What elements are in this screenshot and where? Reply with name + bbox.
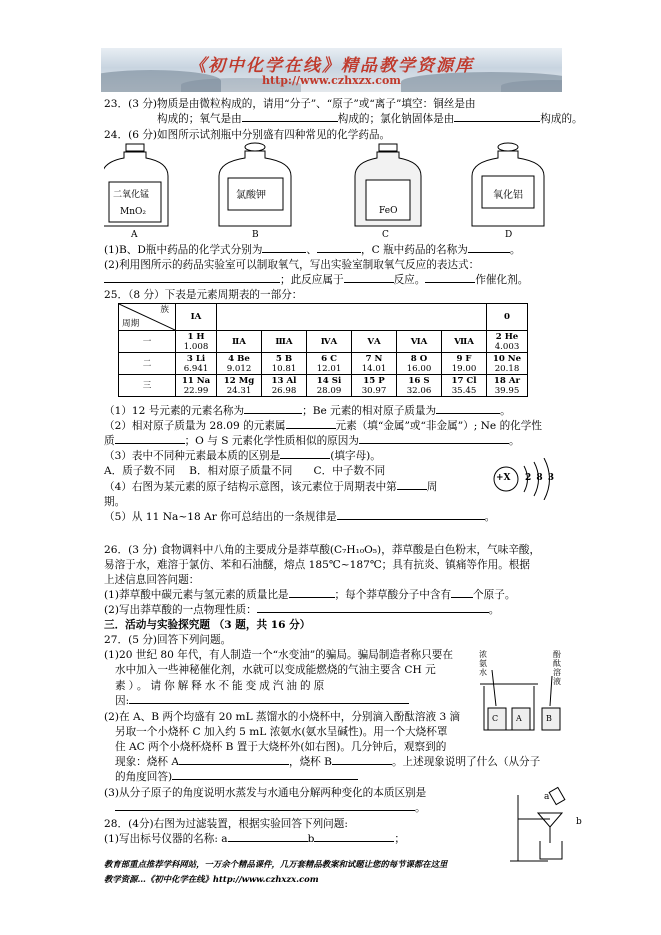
group-via: ⅥA <box>397 331 442 353</box>
bottle-b-label: 氯酸钾 <box>236 190 266 201</box>
q27-blank-b[interactable] <box>332 764 392 765</box>
label-beaker-c: C <box>492 714 499 723</box>
element-cell: 2 He 4.003 <box>487 331 528 353</box>
section3-title: 三．活动与实验探究题 （3 题，共 16 分） <box>104 619 311 631</box>
q24-part1: (1)B、D瓶中药品的化学式分别为 、 ，C 瓶中药品的名称为 。 <box>104 244 521 256</box>
period-label-2: 二 <box>119 353 176 375</box>
q25-blank-reason[interactable] <box>359 443 509 444</box>
q25-s1: （1）12 号元素的元素名称为 ；Be 元素的相对原子质量为 。 <box>104 405 511 417</box>
q25-blank-mass[interactable] <box>436 413 500 414</box>
q26-part1: (1)莽草酸中碳元素与氢元素的质量比是 ；每个莽草酸分子中含有 个原子。 <box>104 589 516 601</box>
header-banner <box>101 48 562 92</box>
footer-line1: 教育部重点推荐学科网站，一万余个精品课件，几万套精品教案和试题让您的每节课都在这里 <box>104 859 448 869</box>
group-iva: ⅣA <box>307 331 352 353</box>
element-cell: 4 Be 9.012 <box>217 353 262 375</box>
q26-line1: 26．(3 分) 食物调料中八角的主要成分是莽草酸(C₇H₁₀O₅)，莽草酸是白色粉末，气味辛酸， <box>104 544 541 556</box>
q25-blank-name[interactable] <box>244 413 302 414</box>
group-header-spacer <box>217 304 487 331</box>
q28-blank-a[interactable] <box>228 841 308 842</box>
atom-shells: 2 8 3 <box>525 473 555 483</box>
element-cell: 16 S 32.06 <box>397 375 442 397</box>
q25-s3: （3）表中不同种元素最本质的区别是 (填字母)。 <box>104 450 381 462</box>
element-cell: 11 Na 22.99 <box>176 375 217 397</box>
q27-title: 27．(5 分)回答下列问题。 <box>104 634 232 646</box>
element-cell: 5 B 10.81 <box>262 353 307 375</box>
q26-line3: 上述信息回答问题： <box>104 574 200 586</box>
table-corner: 族 周期 <box>119 304 176 331</box>
q23-blank-2[interactable] <box>242 121 338 122</box>
q25-s4-cont: 期。 <box>104 496 126 508</box>
q27-line8: 现象：烧杯 A ，烧杯 B 。上述现象说明了什么（从分子 <box>115 756 541 768</box>
bottle-a-formula: MnO₂ <box>120 207 146 217</box>
q27-line11: 。 <box>115 802 426 815</box>
q27-line7: 住 AC 两个小烧杯烧杯 B 置于大烧杯外(如右图)。几分钟后，观察到的 <box>115 741 447 753</box>
label-beaker-b: B <box>546 714 552 723</box>
q24-part2b: ；此反应属于 反应。 作催化剂。 <box>104 274 528 287</box>
q27-line5: (2)在 A、B 两个均盛有 20 mL 蒸馏水的小烧杯中，分别滴入酚酞溶液 3 滴 <box>104 711 461 723</box>
group-viia: ⅦA <box>442 331 487 353</box>
q24-blank-reaction[interactable] <box>344 282 394 283</box>
q25-s2-line1: （2）相对原子质量为 28.09 的元素属 元素（填“金属”或“非金属”）; Ne 的化学性 <box>104 420 542 432</box>
bottle-b <box>219 143 291 226</box>
element-cell: 1 H 1.008 <box>176 331 217 353</box>
q24-title: 24．(6 分)如图所示试剂瓶中分别盛有四种常见的化学药品。 <box>104 129 391 141</box>
element-cell: 12 Mg 24.31 <box>217 375 262 397</box>
element-cell: 15 P 30.97 <box>352 375 397 397</box>
q25-blank-type[interactable] <box>286 428 336 429</box>
bottle-c-formula: FeO <box>379 206 398 216</box>
q26-blank-atoms[interactable] <box>451 597 473 598</box>
label-b: b <box>576 817 582 827</box>
element-cell: 8 O 16.00 <box>397 353 442 375</box>
q28-blank-b[interactable] <box>314 841 394 842</box>
q25-title: 25．（8 分）下表是元素周期表的一部分： <box>104 289 303 301</box>
q27-line2: 水中加入一些神秘催化剂，水就可以变成能燃烧的气油主要含 CH 元 <box>115 664 436 676</box>
filtration-apparatus-figure <box>508 785 570 865</box>
q24-blank-equation[interactable] <box>104 282 280 283</box>
bottle-a-label: 二氧化锰 <box>113 190 150 200</box>
q27-line10: (3)从分子原子的角度说明水蒸发与水通电分解两种变化的本质区别是 <box>104 787 427 799</box>
q26-part2: (2)写出莽草酸的一点物理性质： 。 <box>104 604 500 616</box>
group-iiia: ⅢA <box>262 331 307 353</box>
element-cell: 18 Ar 39.95 <box>487 375 528 397</box>
bottle-d-label: 氧化铝 <box>493 190 523 201</box>
q27-blank-reason[interactable] <box>129 703 409 704</box>
element-cell: 13 Al 26.98 <box>262 375 307 397</box>
bottle-d <box>472 143 544 226</box>
q26-blank-ratio[interactable] <box>289 597 335 598</box>
q25-s4: （4）右图为某元素的原子结构示意图，该元素位于周期表中第 周 <box>104 481 438 493</box>
atom-nucleus: +X <box>496 473 511 483</box>
banner-url[interactable]: http://www.czhxzx.com <box>262 74 401 87</box>
q25-options: A．质子数不同 B．相对原子质量不同 C．中子数不同 <box>104 465 386 477</box>
q23-line1: 23．(3 分)物质是由微粒构成的，请用“分子”、“原子”或“离子”填空：铜丝是由 <box>104 98 476 110</box>
q24-blank-d[interactable] <box>317 252 361 253</box>
q28-part1: (1)写出标号仪器的名称: a b ； <box>104 833 405 845</box>
element-cell: 14 Si 28.09 <box>307 375 352 397</box>
footer-line2[interactable]: 教学资源…《初中化学在线》http://www.czhxzx.com <box>104 874 319 884</box>
period-label-1: 一 <box>119 331 176 353</box>
q24-blank-b[interactable] <box>262 252 306 253</box>
group-ia: IA <box>176 304 217 331</box>
bottle-d-letter: D <box>505 230 513 240</box>
label-beaker-a: A <box>516 714 522 723</box>
q24-part2a: (2)利用图所示的药品实验室可以制取氧气，写出实验室制取氧气反应的表达式： <box>104 259 480 271</box>
label-phenolphthalein: 酚酞溶液 <box>553 650 561 686</box>
periodic-table <box>118 303 528 397</box>
q25-s5: （5）从 11 Na~18 Ar 你可总结出的一条规律是 。 <box>104 511 496 523</box>
label-a: a <box>544 792 550 802</box>
q25-blank-rule[interactable] <box>337 519 485 520</box>
q27-line4: 因: <box>115 695 409 708</box>
q27-blank-explain[interactable] <box>172 779 358 780</box>
label-ammonia: 浓氨水 <box>479 650 487 677</box>
banner-title: 《初中化学在线》精品教学资源库 <box>189 56 474 76</box>
bottle-a-letter: A <box>131 230 138 240</box>
q25-blank-period[interactable] <box>397 489 427 490</box>
q27-line9: 的角度回答) <box>115 771 358 784</box>
q26-blank-property[interactable] <box>257 612 489 613</box>
q23-line2: 构成的；氧气是由 构成的；氯化钠固体是由 构成的。 <box>157 113 583 125</box>
element-cell: 9 F 19.00 <box>442 353 487 375</box>
group-0: 0 <box>487 304 528 331</box>
element-cell: 3 Li 6.941 <box>176 353 217 375</box>
q25-s2-line2: 质 ；O 与 S 元素化学性质相似的原因为 。 <box>104 435 520 447</box>
q23-blank-3[interactable] <box>454 121 540 122</box>
period-label-3: 三 <box>119 375 176 397</box>
q27-line6: 另取一个小烧杯 C 加入约 5 mL 浓氨水(氨水呈碱性)。用一个大烧杯罩 <box>115 726 448 738</box>
q24-blank-catalyst[interactable] <box>425 282 475 283</box>
element-cell: 10 Ne 20.18 <box>487 353 528 375</box>
bottle-b-letter: B <box>252 230 259 240</box>
bottle-c-letter: C <box>382 230 389 240</box>
element-cell: 7 N 14.01 <box>352 353 397 375</box>
q28-title: 28．(4分)右图为过滤装置，根据实验回答下列问题: <box>104 818 348 830</box>
element-cell: 17 Cl 35.45 <box>442 375 487 397</box>
q26-line2: 易溶于水，难溶于氯仿、苯和石油醚，熔点 185℃~187℃；具有抗炎、镇痛等作用。根据 <box>104 559 530 571</box>
group-iia: ⅡA <box>217 331 262 353</box>
q27-line1: (1)20 世纪 80 年代，有人制造一个“水变油”的骗局。骗局制造者称只要在 <box>104 649 453 661</box>
q25-blank-ne[interactable] <box>115 443 185 444</box>
q27-blank-difference[interactable] <box>115 810 415 811</box>
element-cell: 6 C 12.01 <box>307 353 352 375</box>
group-va: ⅤA <box>352 331 397 353</box>
q27-blank-a[interactable] <box>179 764 289 765</box>
q24-blank-c[interactable] <box>468 252 510 253</box>
q27-line3: 素）。请你解释水不能变成汽油的原 <box>115 680 328 692</box>
q25-blank-diff[interactable] <box>280 458 330 459</box>
